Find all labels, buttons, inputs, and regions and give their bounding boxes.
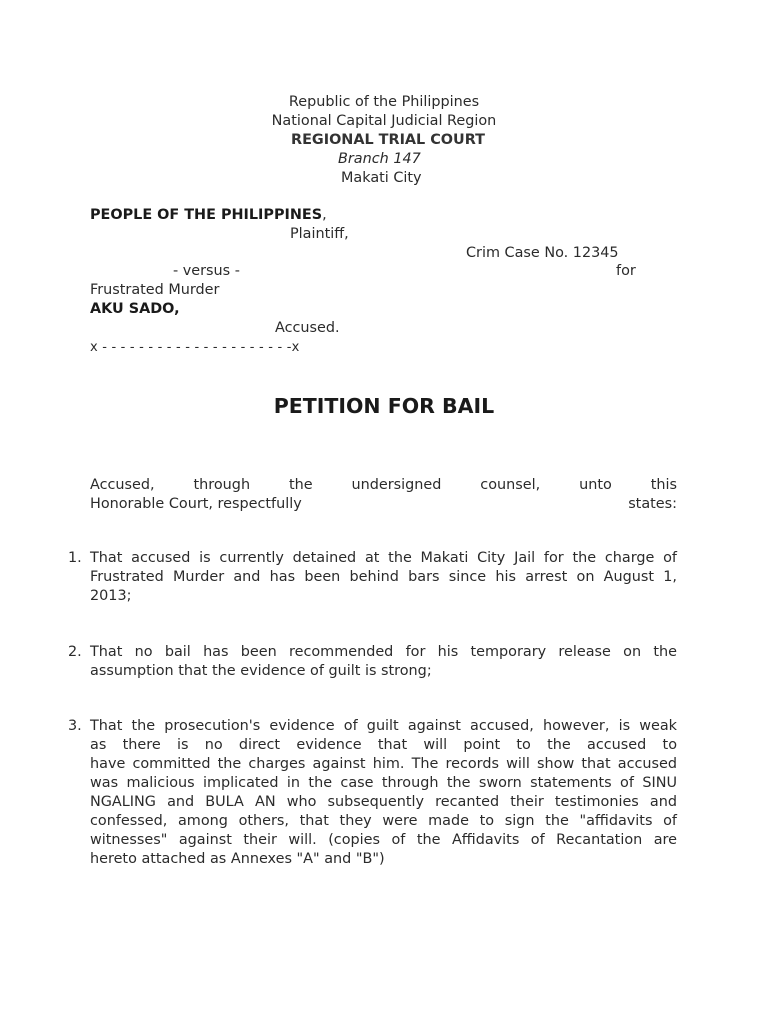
intro-word: undersigned bbox=[351, 477, 442, 493]
intro-word: Accused, bbox=[90, 477, 155, 493]
intro-word: through bbox=[193, 477, 251, 493]
paragraph-line: NGALING and BULA AN who subsequently recanted their testimonies and bbox=[90, 794, 677, 810]
case-number: Crim Case No. 12345 bbox=[466, 245, 619, 261]
paragraph-line: 2013; bbox=[90, 588, 132, 604]
paragraph-line: Frustrated Murder and has been behind bars since his arrest on August 1, bbox=[90, 569, 677, 585]
plaintiff-name-line bbox=[90, 206, 327, 225]
paragraph-3 bbox=[90, 717, 677, 869]
paragraph-number: 2. bbox=[68, 644, 82, 660]
paragraph-line: hereto attached as Annexes "A" and "B") bbox=[90, 851, 385, 867]
intro-line-1 bbox=[90, 476, 677, 495]
offense-label: Frustrated Murder bbox=[90, 282, 220, 298]
intro-word: the bbox=[288, 477, 313, 493]
paragraph-line: was malicious implicated in the case through the sworn statements of SINU bbox=[90, 775, 677, 791]
plaintiff-name: PEOPLE OF THE PHILIPPINES bbox=[90, 207, 323, 223]
plaintiff-label: Plaintiff, bbox=[290, 226, 349, 242]
accused-name: AKU SADO, bbox=[90, 301, 180, 317]
header-republic: Republic of the Philippines bbox=[288, 94, 480, 110]
paragraph-line: witnesses" against their will. (copies of the Affidavits of Recantation are bbox=[90, 832, 677, 848]
paragraph-line: That the prosecution's evidence of guilt against accused, however, is weak bbox=[90, 718, 677, 734]
header-city: Makati City bbox=[341, 170, 422, 186]
paragraph-line: assumption that the evidence of guilt is strong; bbox=[90, 663, 432, 679]
intro-line-2-left: Honorable Court, respectfully bbox=[90, 496, 302, 512]
versus-label: - versus - bbox=[173, 263, 240, 279]
header-court: REGIONAL TRIAL COURT bbox=[291, 132, 485, 148]
intro-paragraph bbox=[90, 476, 677, 514]
paragraph-line: as there is no direct evidence that will point to the accused to bbox=[90, 737, 677, 753]
plaintiff-comma: , bbox=[322, 207, 327, 223]
intro-word: counsel, bbox=[480, 477, 541, 493]
paragraph-line: have committed the charges against him. The records will show that accused bbox=[90, 756, 677, 772]
header-region: National Capital Judicial Region bbox=[271, 113, 497, 129]
for-label: for bbox=[616, 263, 636, 279]
paragraph-line: That no bail has been recommended for his temporary release on the bbox=[90, 644, 677, 660]
caption-separator: x - - - - - - - - - - - - - - - - - - - - -x bbox=[90, 340, 300, 355]
intro-line-2 bbox=[90, 495, 677, 514]
paragraph-line: That accused is currently detained at the Makati City Jail for the charge of bbox=[90, 550, 677, 566]
paragraph-number: 3. bbox=[68, 718, 82, 734]
document-title: PETITION FOR BAIL bbox=[273, 394, 495, 418]
paragraph-number: 1. bbox=[68, 550, 82, 566]
intro-word: unto bbox=[579, 477, 612, 493]
accused-label: Accused. bbox=[275, 320, 340, 336]
intro-word: this bbox=[650, 477, 677, 493]
intro-line-2-right: states: bbox=[628, 496, 677, 512]
header-branch: Branch 147 bbox=[338, 151, 421, 167]
paragraph-line: confessed, among others, that they were made to sign the "affidavits of bbox=[90, 813, 677, 829]
paragraph-1 bbox=[90, 549, 677, 606]
paragraph-2 bbox=[90, 643, 677, 681]
